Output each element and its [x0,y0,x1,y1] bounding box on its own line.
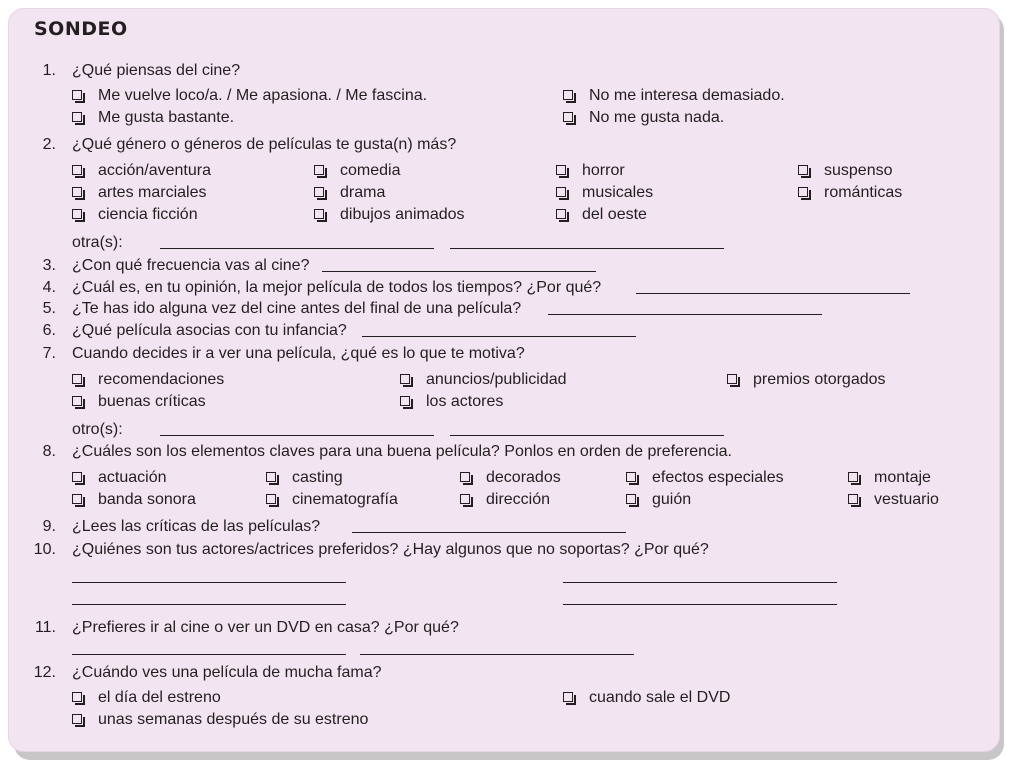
q11-text: ¿Prefieres ir al cine o ver un DVD en casa? ¿Por qué? [72,619,459,636]
checkbox-icon[interactable] [460,494,470,504]
q12-number: 12. [33,664,56,681]
checkbox-icon[interactable] [848,472,858,482]
q6-text: ¿Qué película asocias con tu infancia? [72,322,347,339]
checkbox-icon[interactable] [556,187,566,197]
q1-number: 1. [42,62,56,79]
q2-other-blank-1[interactable] [160,248,434,249]
checkbox-icon[interactable] [72,112,82,122]
checkbox-icon[interactable] [72,396,82,406]
q1-text: ¿Qué piensas del cine? [72,62,241,79]
checkbox-icon[interactable] [72,209,82,219]
checkbox-icon[interactable] [266,472,276,482]
q5-number: 5. [42,300,56,317]
q10-answer-blank-2[interactable] [563,582,837,583]
q2-other-label: otra(s): [72,234,123,251]
checkbox-icon[interactable] [798,165,808,175]
q7-number: 7. [42,345,56,362]
q5-answer-blank[interactable] [548,314,822,315]
q10-number: 10. [33,541,56,558]
q4-text: ¿Cuál es, en tu opinión, la mejor película de todos los tiempos? ¿Por qué? [72,279,602,296]
q2-other-blank-2[interactable] [450,248,724,249]
q11-answer-blank-2[interactable] [360,654,634,655]
checkbox-icon[interactable] [626,472,636,482]
checkbox-icon[interactable] [72,472,82,482]
q7-other-blank-2[interactable] [450,435,724,436]
q9-answer-blank[interactable] [352,532,626,533]
checkbox-icon[interactable] [563,112,573,122]
checkbox-icon[interactable] [563,90,573,100]
checkbox-icon[interactable] [556,165,566,175]
checkbox-icon[interactable] [314,187,324,197]
q7-text: Cuando decides ir a ver una película, ¿qué es lo que te motiva? [72,345,525,362]
q5-text: ¿Te has ido alguna vez del cine antes del final de una película? [72,300,522,317]
q10-answer-blank-3[interactable] [72,604,346,605]
checkbox-icon[interactable] [314,209,324,219]
q11-number: 11. [34,619,56,636]
q9-number: 9. [42,518,56,535]
q10-text: ¿Quiénes son tus actores/actrices preferidos? ¿Hay algunos que no soportas? ¿Por qué? [72,541,709,558]
checkbox-icon[interactable] [72,90,82,100]
checkbox-icon[interactable] [72,165,82,175]
q9-text: ¿Lees las críticas de las películas? [72,518,321,535]
checkbox-icon[interactable] [72,494,82,504]
checkbox-icon[interactable] [266,494,276,504]
checkbox-icon[interactable] [848,494,858,504]
checkbox-icon[interactable] [72,692,82,702]
q11-answer-blank-1[interactable] [72,654,346,655]
checkbox-icon[interactable] [72,187,82,197]
q6-answer-blank[interactable] [362,336,636,337]
checkbox-icon[interactable] [563,692,573,702]
q10-answer-blank-4[interactable] [563,604,837,605]
q2-number: 2. [42,136,56,153]
checkbox-icon[interactable] [460,472,470,482]
checkbox-icon[interactable] [727,374,737,384]
checkbox-icon[interactable] [626,494,636,504]
checkbox-icon[interactable] [400,374,410,384]
q2-text: ¿Qué género o géneros de películas te gusta(n) más? [72,136,457,153]
checkbox-icon[interactable] [72,714,82,724]
checkbox-icon[interactable] [798,187,808,197]
checkbox-icon[interactable] [400,396,410,406]
checkbox-icon[interactable] [72,374,82,384]
q3-answer-blank[interactable] [322,271,596,272]
checkbox-icon[interactable] [314,165,324,175]
q8-text: ¿Cuáles son los elementos claves para una buena película? Ponlos en orden de preferencia. [72,443,732,460]
q10-answer-blank-1[interactable] [72,582,346,583]
q3-text: ¿Con qué frecuencia vas al cine? [72,257,310,274]
checkbox-icon[interactable] [556,209,566,219]
q8-number: 8. [42,443,56,460]
q12-text: ¿Cuándo ves una película de mucha fama? [72,664,382,681]
q6-number: 6. [42,322,56,339]
survey-title: SONDEO [34,18,128,40]
q7-other-blank-1[interactable] [160,435,434,436]
q4-answer-blank[interactable] [636,293,910,294]
q3-number: 3. [42,257,56,274]
q4-number: 4. [42,279,56,296]
q7-other-label: otro(s): [72,421,123,438]
